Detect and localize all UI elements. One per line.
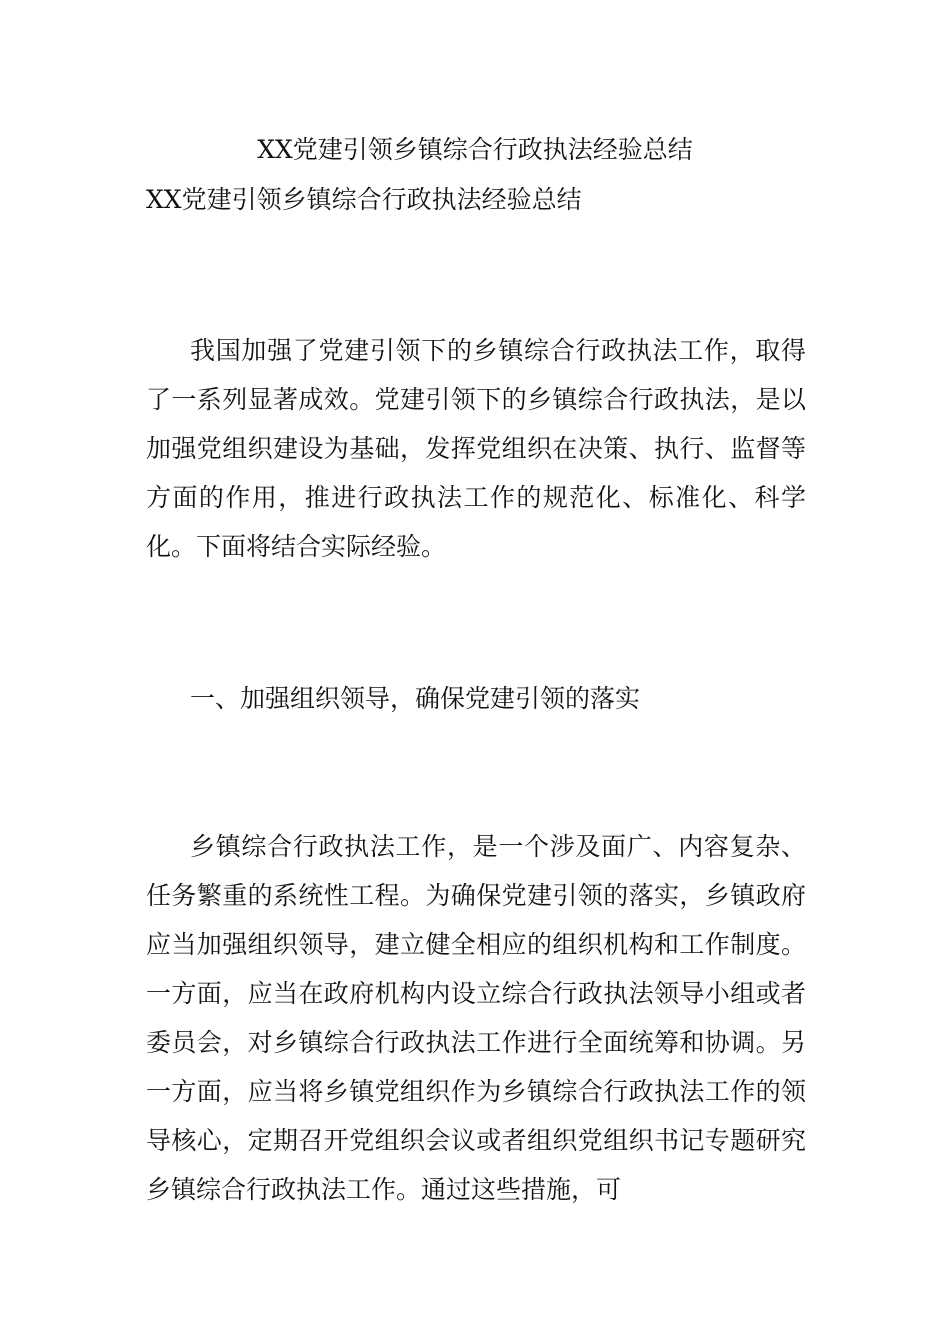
section-heading-1: 一、加强组织领导，确保党建引领的落实 [190, 684, 641, 713]
paragraph-section-1: 乡镇综合行政执法工作，是一个涉及面广、内容复杂、任务繁重的系统性工程。为确保党建引领的落实，乡镇政府应当加强组织领导，建立健全相应的组织机构和工作制度。一方面，应当在政府机构内设立综合行政执法领导小组或者委员会，对乡镇综合行政执法工作进行全面统筹和协调。另一方面，应当将乡镇党组织作为乡镇综合行政执法工作的领导核心，定期召开党组织会议或者组织党组织书记专题研究乡镇综合行政执法工作。通过这些措施，可 [146, 832, 806, 1204]
document-title-centered: XX党建引领乡镇综合行政执法经验总结 [257, 135, 693, 164]
document-title-left: XX党建引领乡镇综合行政执法经验总结 [146, 185, 582, 214]
paragraph-intro: 我国加强了党建引领下的乡镇综合行政执法工作，取得了一系列显著成效。党建引领下的乡镇综合行政执法，是以加强党组织建设为基础，发挥党组织在决策、执行、监督等方面的作用，推进行政执法工作的规范化、标准化、科学化。下面将结合实际经验。 [146, 336, 806, 561]
